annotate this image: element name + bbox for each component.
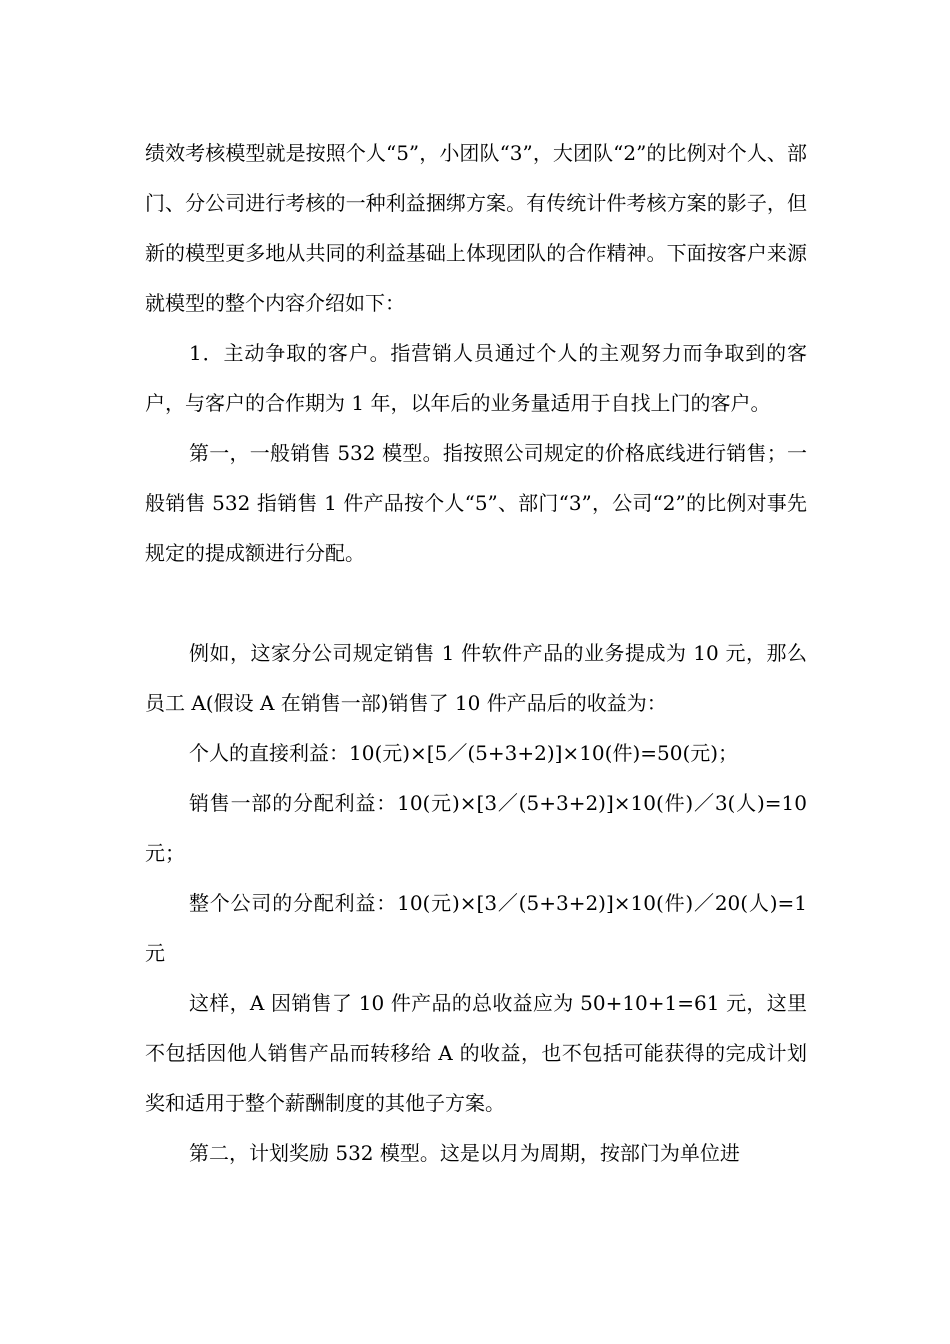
paragraph-intro: 绩效考核模型就是按照个人“5”，小团队“3”，大团队“2”的比例对个人、部门、分公司进行考核的一种利益捆绑方案。有传统计件考核方案的影子，但新的模型更多地从共同的利益基础上体现团队的合作精神。下面按客户来源就模型的整个内容介绍如下： [145,141,807,315]
document-body [145,128,807,1178]
paragraph-plan-reward-model: 第二，计划奖励 532 模型。这是以月为周期，按部门为单位进 [189,1141,740,1165]
blank-line [145,578,807,628]
paragraph-department-benefit: 销售一部的分配利益：10(元)×[3／(5+3+2)]×10(件)／3(人)=10 元； [145,791,807,865]
paragraph-total-benefit: 这样，A 因销售了 10 件产品的总收益应为 50+10+1=61 元，这里不包括因他人销售产品而转移给 A 的收益，也不包括可能获得的完成计划奖和适用于整个薪酬制度的其他子方案。 [145,991,807,1115]
paragraph-active-customers: 1．主动争取的客户。指营销人员通过个人的主观努力而争取到的客户，与客户的合作期为 1 年，以年后的业务量适用于自找上门的客户。 [145,341,807,415]
paragraph-example: 例如，这家分公司规定销售 1 件软件产品的业务提成为 10 元，那么员工 A(假设 A 在销售一部)销售了 10 件产品后的收益为： [145,641,807,715]
paragraph-personal-benefit: 个人的直接利益：10(元)×[5／(5+3+2)]×10(件)=50(元)； [189,741,739,765]
paragraph-general-sales-model: 第一，一般销售 532 模型。指按照公司规定的价格底线进行销售；一般销售 532 指销售 1 件产品按个人“5”、部门“3”，公司“2”的比例对事先规定的提成额进行分配。 [145,441,807,565]
paragraph-company-benefit: 整个公司的分配利益：10(元)×[3／(5+3+2)]×10(件)／20(人)=1 元 [145,891,807,965]
